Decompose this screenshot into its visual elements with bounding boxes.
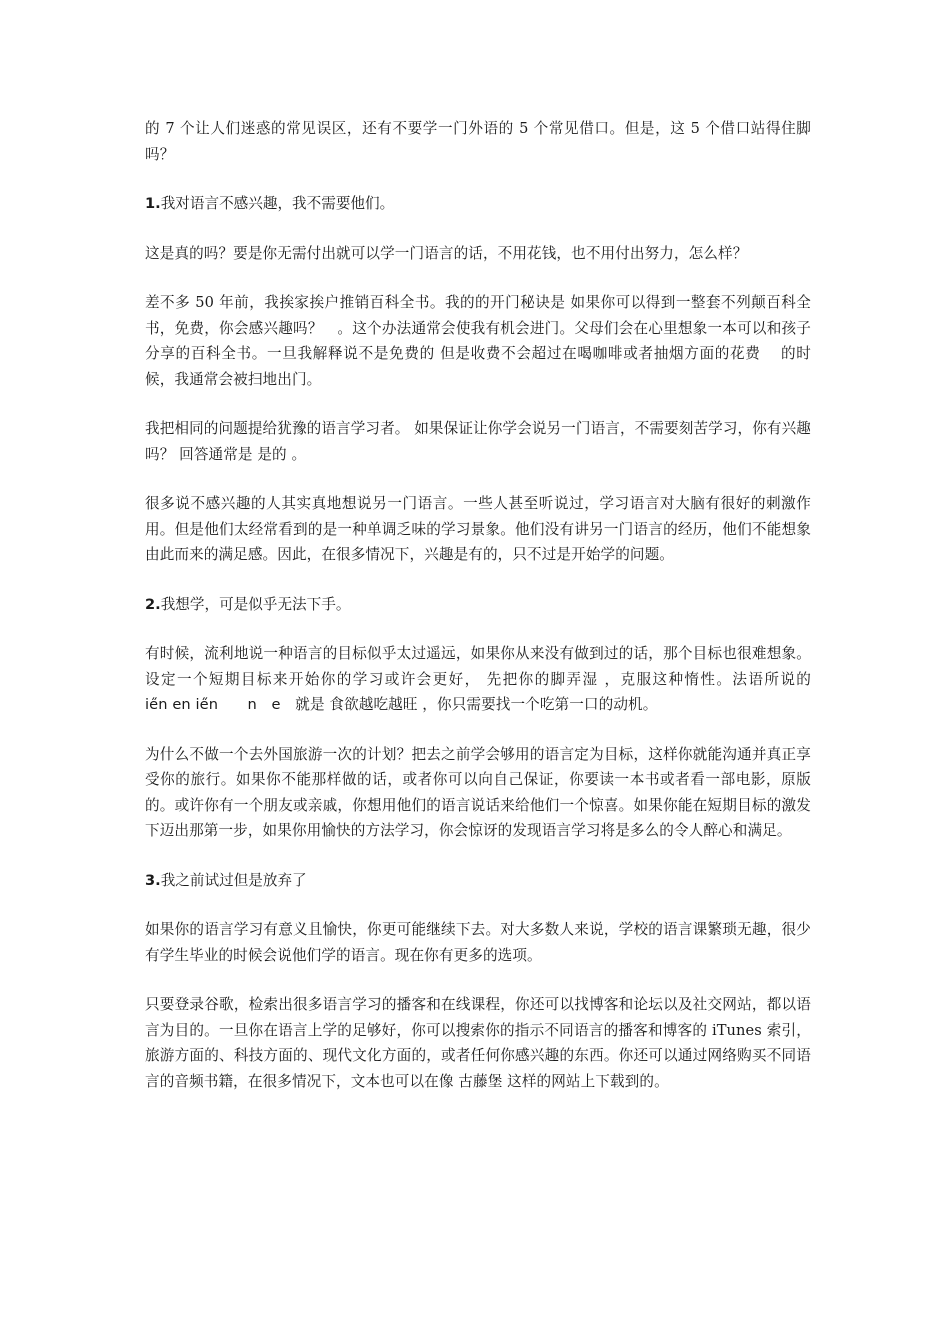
paragraph-8: 只要登录谷歌，检索出很多语言学习的播客和在线课程，你还可以找博客和论坛以及社交网站，都以语言为目的。一旦你在语言上学的足够好，你可以搜索你的指示不同语言的播客和博客的 iTunes 索引，旅游方面的、科技方面的、现代文化方面的，或者任何你感兴趣的东西。你还可以通过网络购买不同语言的音频书籍，在很多情况下，文本也可以在像 古藤堡 这样的网站上下载到的。 <box>145 996 811 1090</box>
paragraph-5-part-b: 是 食欲越吃越旺 ，你只需要找一个吃第一口的动机。 <box>309 696 658 713</box>
paragraph-4: 很多说不感兴趣的人其实真地想说另一门语言。一些人甚至听说过，学习语言对大脑有很好的刺激作用。但是他们太经常看到的是一种单调乏味的学习景象。他们没有讲另一门语言的经历，他们不能想象由此而来的满足感。因此，在很多情况下，兴趣是有的，只不过是开始学的问题。 <box>145 495 811 563</box>
section-title-2: 我想学，可是似乎无法下手。 <box>160 595 351 613</box>
paragraph-2: 差不多 50 年前，我挨家挨户推销百科全书。我的的开门秘诀是 如果你可以得到一整套不列颠百科全书，免费，你会感兴趣吗？ 。这个办法通常会使我有机会进门。父母们会在心里想象一本可以和孩子分享的百科全书。一旦我解释说不是免费的 但是收费不会超过在喝咖啡或者抽烟方面的花费 的时候，我通常会被扫地出门。 <box>145 294 811 388</box>
french-phrase: ie̋n en ie̋n n e 就 <box>145 696 310 713</box>
section-heading-2 <box>145 592 811 618</box>
section-title-3: 我之前试过但是放弃了 <box>160 871 307 889</box>
section-heading-1 <box>145 191 811 217</box>
section-number-2: 2. <box>145 595 161 613</box>
intro-paragraph: 的 7 个让人们迷惑的常见误区，还有不要学一门外语的 5 个常见借口。但是，这 5 个借口站得住脚吗？ <box>145 120 811 163</box>
document-page <box>145 116 811 1118</box>
section-heading-3 <box>145 868 811 894</box>
paragraph-7: 如果你的语言学习有意义且愉快，你更可能继续下去。对大多数人来说，学校的语言课繁琐无趣，很少有学生毕业的时候会说他们学的语言。现在你有更多的选项。 <box>145 921 811 964</box>
paragraph-1: 这是真的吗？要是你无需付出就可以学一门语言的话，不用花钱，也不用付出努力，怎么样？ <box>145 244 748 262</box>
paragraph-6: 为什么不做一个去外国旅游一次的计划？把去之前学会够用的语言定为目标，这样你就能沟通并真正享受你的旅行。如果你不能那样做的话，或者你可以向自己保证，你要读一本书或者看一部电影，原版的。或许你有一个朋友或亲戚，你想用他们的语言说话来给他们一个惊喜。如果你能在短期目标的激发下迈出那第一步，如果你用愉快的方法学习，你会惊讶的发现语言学习将是多么的令人醉心和满足。 <box>145 745 811 839</box>
section-title-1: 我对语言不感兴趣，我不需要他们。 <box>160 195 395 212</box>
section-number-3: 3. <box>145 871 161 889</box>
paragraph-3: 我把相同的问题提给犹豫的语言学习者。 如果保证让你学会说另一门语言，不需要刻苦学习，你有兴趣吗？ 回答通常是 是的 。 <box>145 420 811 463</box>
section-number-1: 1. <box>145 195 161 212</box>
paragraph-5 <box>145 641 811 718</box>
paragraph-5-part-a: 有时候，流利地说一种语言的目标似乎太过遥远，如果你从来没有做到过的话，那个目标也很难想象。设定一个短期目标来开始你的学习或许会更好， 先把你的脚弄湿 ，克服这种惰性。法语所说的 <box>145 645 811 688</box>
